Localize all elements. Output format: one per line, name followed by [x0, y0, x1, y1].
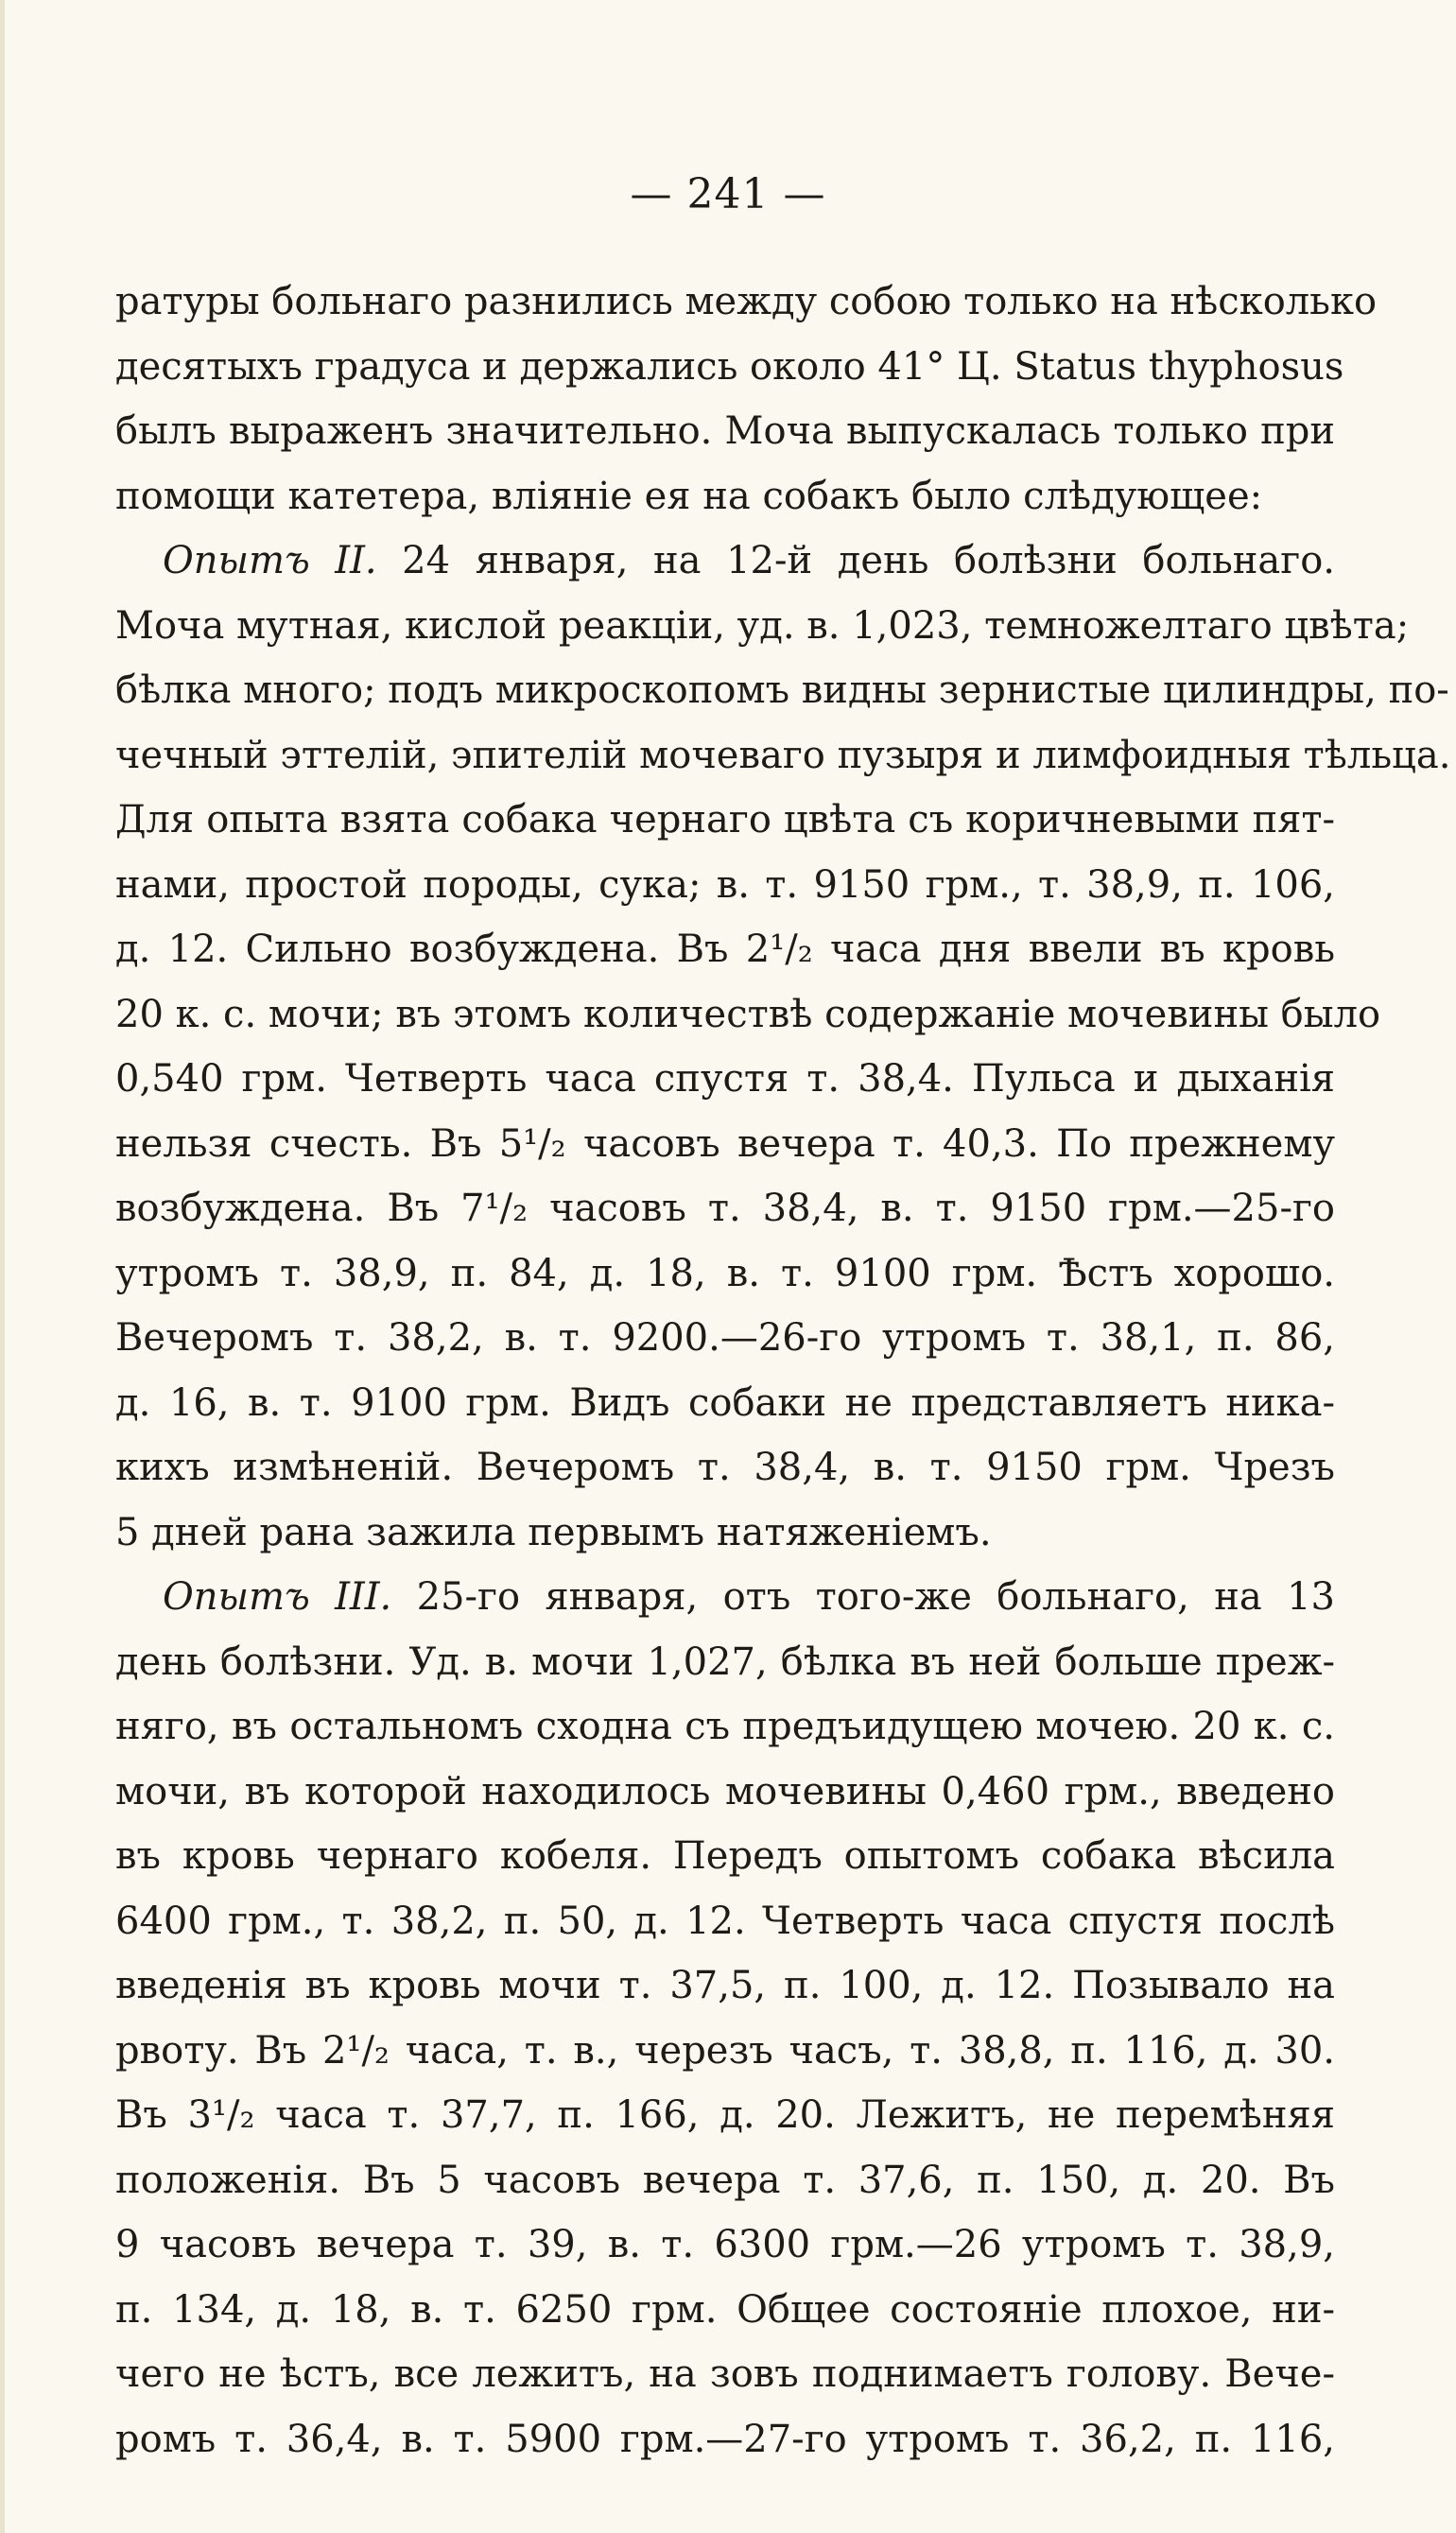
text-line: 24 января, на 12-й день болѣзни больнаго.: [402, 539, 1335, 582]
text-line: былъ выраженъ значительно. Моча выпускалась только при: [115, 409, 1335, 453]
text-line: 9 часовъ вечера т. 39, в. т. 6300 грм.—26 утромъ т. 38,9,: [115, 2223, 1335, 2266]
text-line: Вечеромъ т. 38,2, в. т. 9200.—26-го утромъ т. 38,1, п. 86,: [115, 1316, 1335, 1360]
text-line: кихъ измѣненій. Вечеромъ т. 38,4, в. т. 9150 грм. Чрезъ: [115, 1446, 1335, 1489]
text-line: п. 134, д. 18, в. т. 6250 грм. Общее состояніе плохое, ни-: [115, 2287, 1335, 2332]
text-line: въ кровь чернаго кобеля. Передъ опытомъ собака вѣсила: [115, 1834, 1335, 1878]
page-number: — 241 —: [630, 170, 826, 218]
text-line: нами, простой породы, сука; в. т. 9150 грм., т. 38,9, п. 106,: [115, 862, 1335, 907]
experiment-2-first-line: [115, 529, 1335, 594]
text-line: 5 дней рана зажила первымъ натяженіемъ.: [115, 1510, 992, 1554]
body-text: [115, 269, 1451, 2472]
text-line: десятыхъ градуса и держались около 41° Ц. Status thyphosus: [115, 344, 1344, 389]
text-line: положенія. Въ 5 часовъ вечера т. 37,6, п. 150, д. 20. Въ: [115, 2158, 1335, 2202]
experiment-3-first-line: [115, 1565, 1335, 1630]
text-line: ратуры больнаго разнились между собою только на нѣсколько: [115, 280, 1378, 323]
text-line: введенія въ кровь мочи т. 37,5, п. 100, д. 12. Позывало на: [115, 1964, 1335, 2007]
text-line: 20 к. с. мочи; въ этомъ количествѣ содержаніе мочевины было: [115, 992, 1381, 1036]
text-line: д. 16, в. т. 9100 грм. Видъ собаки не представляетъ ника-: [115, 1380, 1335, 1425]
experiment-2-label: Опытъ II.: [163, 539, 377, 582]
text-line: 25-го января, отъ того-же больнаго, на 13: [416, 1575, 1335, 1619]
text-line: 0,540 грм. Четверть часа спустя т. 38,4. Пульса и дыханія: [115, 1057, 1335, 1101]
text-line: Въ 3¹/₂ часа т. 37,7, п. 166, д. 20. Лежитъ, не перемѣняя: [115, 2093, 1335, 2137]
text-line: мочи, въ которой находилось мочевины 0,460 грм., введено: [115, 1769, 1335, 1813]
page-edge: [0, 0, 5, 2533]
text-line: чечный эттелій, эпителій мочеваго пузыря и лимфоидныя тѣльца.: [115, 733, 1451, 777]
text-line: нельзя счесть. Въ 5¹/₂ часовъ вечера т. 40,3. По прежнему: [115, 1121, 1335, 1166]
text-line: няго, въ остальномъ сходна съ предъидущею мочею. 20 к. с.: [115, 1705, 1335, 1748]
experiment-3-label: Опытъ III.: [163, 1575, 392, 1619]
text-line: возбуждена. Въ 7¹/₂ часовъ т. 38,4, в. т. 9150 грм.—25-го: [115, 1187, 1335, 1230]
text-line: Для опыта взята собака чернаго цвѣта съ коричневыми пят-: [115, 798, 1335, 841]
text-line: ромъ т. 36,4, в. т. 5900 грм.—27-го утромъ т. 36,2, п. 116,: [115, 2417, 1335, 2461]
text-line: рвоту. Въ 2¹/₂ часа, т. в., черезъ часъ, т. 38,8, п. 116, д. 30.: [115, 2028, 1335, 2073]
text-line: чего не ѣстъ, все лежитъ, на зовъ поднимаетъ голову. Вече-: [115, 2352, 1335, 2396]
text-line: 6400 грм., т. 38,2, п. 50, д. 12. Четверть часа спустя послѣ: [115, 1899, 1335, 1943]
text-line: Моча мутная, кислой реакціи, уд. в. 1,023, темножелтаго цвѣта;: [115, 603, 1410, 648]
text-line: помощи катетера, вліяніе ея на собакъ было слѣдующее:: [115, 474, 1263, 518]
text-line: день болѣзни. Уд. в. мочи 1,027, бѣлка въ ней больше преж-: [115, 1640, 1335, 1684]
text-line: бѣлка много; подъ микроскопомъ видны зернистые цилиндры, по-: [115, 668, 1449, 712]
text-line: д. 12. Сильно возбуждена. Въ 2¹/₂ часа дня ввели въ кровь: [115, 928, 1335, 971]
text-line: утромъ т. 38,9, п. 84, д. 18, в. т. 9100 грм. Ѣстъ хорошо.: [115, 1251, 1335, 1295]
